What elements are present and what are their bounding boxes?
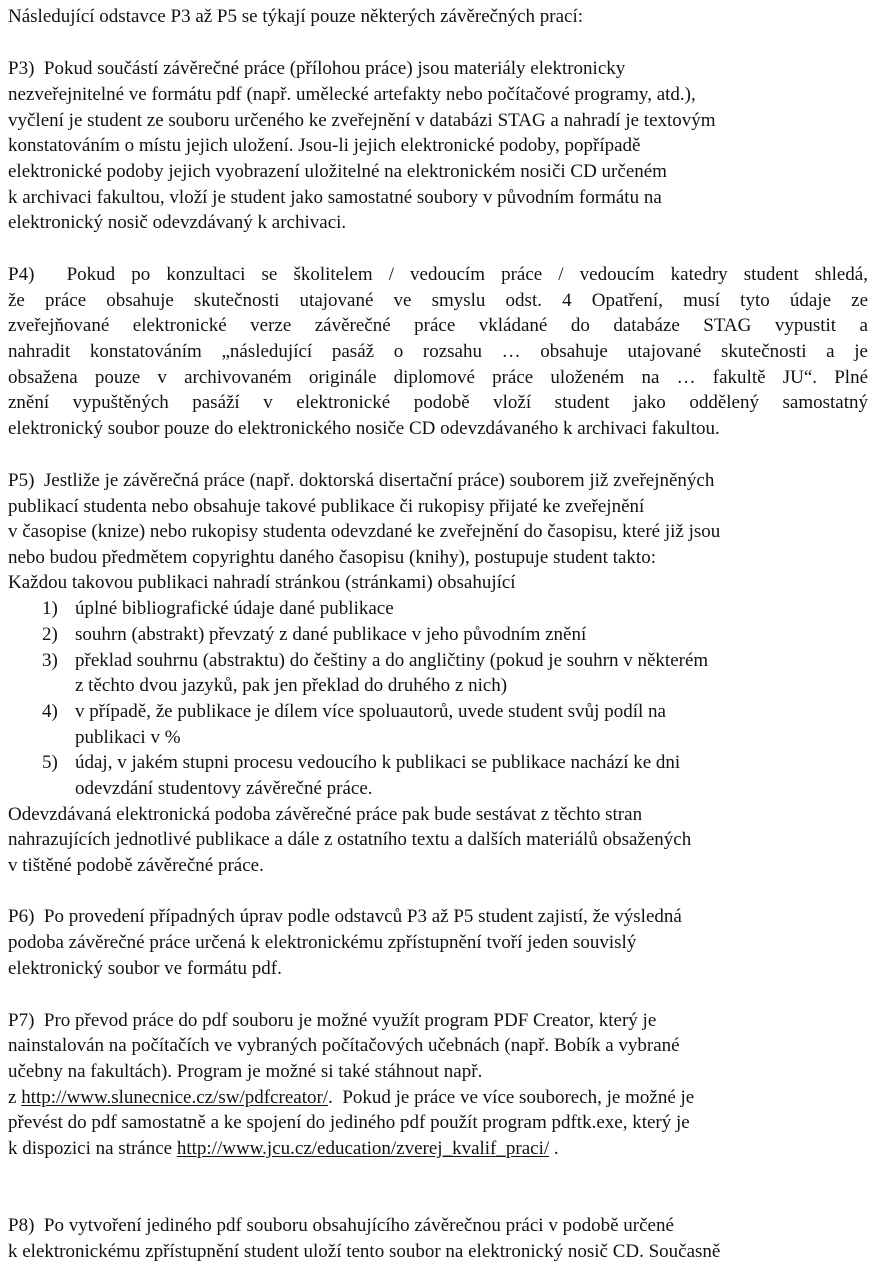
p5-line: v časopise (knize) nebo rukopisy studenta odevzdané ke zveřejnění do časopisu, které již jsou (8, 521, 721, 542)
p4-line: obsažena pouze v archivovaném originále diplomové práce uloženém na … fakultě JU“. Plné (8, 367, 868, 388)
p3-line: k archivaci fakultou, vloží je student jako samostatné soubory v původním formátu na (8, 187, 662, 208)
list-item-text: úplné bibliografické údaje dané publikace (75, 598, 394, 619)
p7-line: učebny na fakultách). Program je možné si také stáhnout např. (8, 1061, 483, 1082)
jcu-education-link[interactable]: http://www.jcu.cz/education/zverej_kvalif_praci/ (176, 1138, 550, 1159)
p6-line: elektronický soubor ve formátu pdf. (8, 958, 282, 979)
p5-line: Každou takovou publikaci nahradí stránkou (stránkami) obsahující (8, 572, 516, 593)
p4-line: zveřejňované elektronické verze závěrečné práce vkládané do databáze STAG vypustit a (8, 315, 868, 336)
p7-line: nainstalován na počítačích ve vybraných počítačových učebnách (např. Bobík a vybrané (8, 1035, 680, 1056)
intro-text: Následující odstavce P3 až P5 se týkají pouze některých závěrečných prací: (8, 6, 584, 27)
list-item-number: 5) (42, 752, 58, 773)
p5-line: publikací studenta nebo obsahuje takové publikace či rukopisy přijaté ke zveřejnění (8, 496, 645, 517)
p3-line: elektronický nosič odevzdávaný k archivaci. (8, 212, 347, 233)
p5-line: P5) Jestliže je závěrečná práce (např. doktorská disertační práce) souborem již zveřejněných (8, 470, 715, 491)
list-item-text: překlad souhrnu (abstraktu) do češtiny a do angličtiny (pokud je souhrn v některém (75, 650, 709, 671)
p8-line: P8) Po vytvoření jediného pdf souboru obsahujícího závěrečnou práci v podobě určené (8, 1215, 674, 1236)
list-item-text: souhrn (abstrakt) převzatý z dané publikace v jeho původním znění (75, 624, 587, 645)
list-item-number: 3) (42, 650, 58, 671)
p5-line: nebo budou předmětem copyrightu daného časopisu (knihy), postupuje student takto: (8, 547, 656, 568)
list-item-text: v případě, že publikace je dílem více spoluautorů, uvede student svůj podíl na (75, 701, 666, 722)
p6-line: podoba závěrečné práce určená k elektronickému zpřístupnění tvoří jeden souvislý (8, 932, 637, 953)
p4-line: nahradit konstatováním „následující pasáž o rozsahu … obsahuje utajované skutečnosti a je (8, 341, 868, 362)
p3-line: elektronické podoby jejich vyobrazení uložitelné na elektronickém nosiči CD určeném (8, 161, 667, 182)
list-item-text: publikaci v % (75, 727, 181, 748)
list-item-text: údaj, v jakém stupni procesu vedoucího k publikaci se publikace nachází ke dni (75, 752, 681, 773)
p7-line (8, 1136, 559, 1162)
list-item-text: z těchto dvou jazyků, pak jen překlad do druhého z nich) (75, 675, 508, 696)
p4-line: elektronický soubor pouze do elektronického nosiče CD odevzdávaného k archivaci fakultou. (8, 418, 720, 439)
list-item-number: 1) (42, 598, 58, 619)
p5-after-line: nahrazujících jednotlivé publikace a dále z ostatního textu a dalších materiálů obsažených (8, 829, 692, 850)
p7-line-prefix: k dispozici na stránce (8, 1138, 177, 1159)
pdfcreator-link[interactable]: http://www.slunecnice.cz/sw/pdfcreator/ (21, 1087, 329, 1108)
p8-line: k elektronickému zpřístupnění student uloží tento soubor na elektronický nosič CD. Současně (8, 1241, 721, 1262)
list-item-number: 2) (42, 624, 58, 645)
p5-after-line: v tištěné podobě závěrečné práce. (8, 855, 264, 876)
p7-line: P7) Pro převod práce do pdf souboru je možné využít program PDF Creator, který je (8, 1010, 657, 1031)
p7-line-suffix: . Pokud je práce ve více souborech, je možné je (328, 1087, 695, 1108)
p6-line: P6) Po provedení případných úprav podle odstavců P3 až P5 student zajistí, že výsledná (8, 906, 682, 927)
p3-line: P3) Pokud součástí závěrečné práce (přílohou práce) jsou materiály elektronicky (8, 58, 626, 79)
p3-line: vyčlení je student ze souboru určeného ke zveřejnění v databázi STAG a nahradí je textovým (8, 110, 716, 131)
p4-line: znění vypuštěných pasáží v elektronické podobě vloží student jako oddělený samostatný (8, 392, 868, 413)
p7-line (8, 1085, 694, 1111)
p5-after-line: Odevzdávaná elektronická podoba závěrečné práce pak bude sestávat z těchto stran (8, 804, 643, 825)
p3-line: nezveřejnitelné ve formátu pdf (např. umělecké artefakty nebo počítačové programy, atd.), (8, 84, 696, 105)
p7-line-suffix: . (549, 1138, 559, 1159)
list-item-text: odevzdání studentovy závěrečné práce. (75, 778, 373, 799)
p3-line: konstatováním o místu jejich uložení. Jsou-li jejich elektronické podoby, popřípadě (8, 135, 641, 156)
p4-line: P4) Pokud po konzultaci se školitelem / vedoucím práce / vedoucím katedry student shledá, (8, 264, 868, 285)
list-item-number: 4) (42, 701, 58, 722)
p4-line: že práce obsahuje skutečnosti utajované ve smyslu odst. 4 Opatření, musí tyto údaje ze (8, 290, 868, 311)
p7-line: převést do pdf samostatně a ke spojení do jediného pdf použít program pdftk.exe, který je (8, 1112, 690, 1133)
p7-line-prefix: z (8, 1087, 22, 1108)
